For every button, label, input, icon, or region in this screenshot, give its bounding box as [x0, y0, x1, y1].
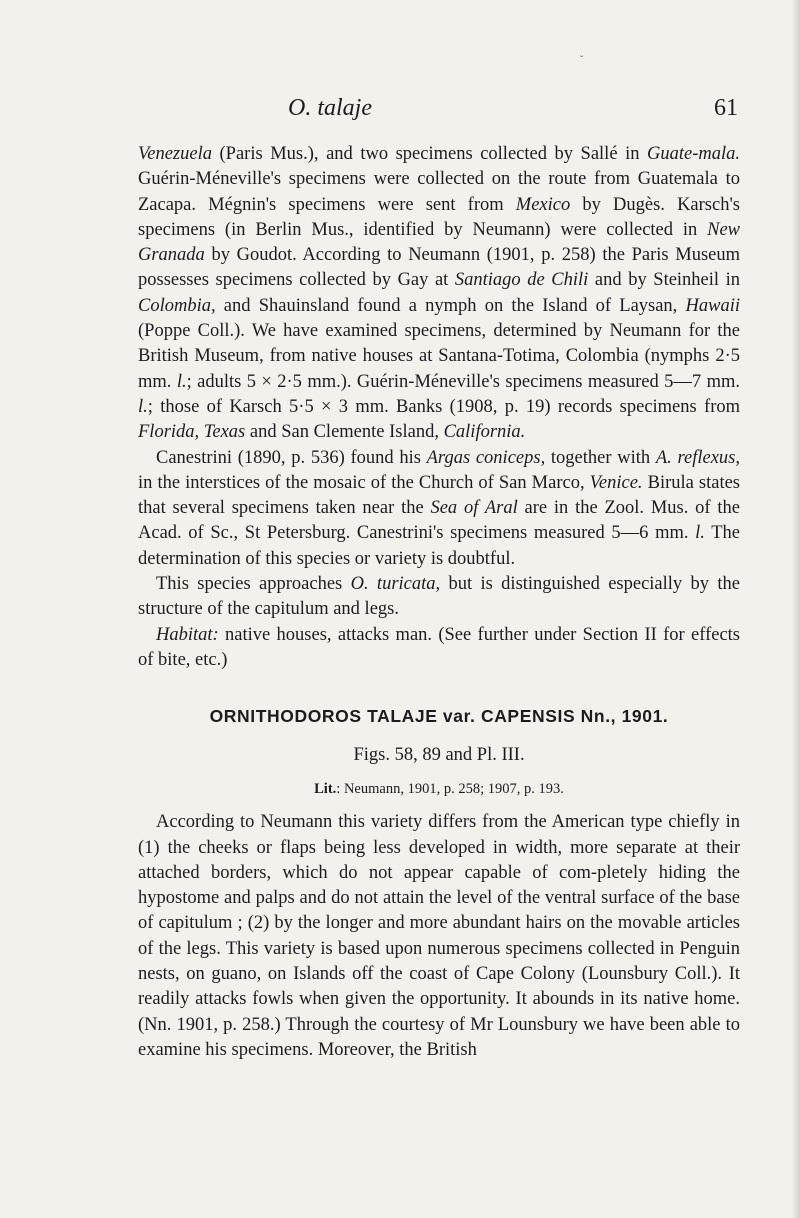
text-run: by Goudot. According to Neumann (1901, p. 258) the Paris Museum possesses specimens collected by Gay at [138, 245, 740, 291]
italic-run: Guate-mala. [647, 144, 740, 164]
italic-run: Florida, Texas [138, 422, 246, 443]
italic-run: Argas coniceps, [426, 447, 546, 468]
paragraph [138, 623, 740, 674]
figure-reference: Figs. 58, 89 and Pl. III. [353, 745, 525, 766]
italic-run: A. reflexus, [655, 447, 740, 468]
italic-run: l. [695, 523, 705, 544]
text-run: are in the Zool. Mus. of the Acad. of Sc., St Petersburg. Canestrini's specimens measured 5—6 mm. [138, 498, 740, 544]
body-text [138, 142, 740, 1063]
paragraph [138, 572, 740, 623]
literature-reference [138, 778, 740, 800]
text-run: Guérin-Méneville's specimens were collected on the route from Guatemala to Zacapa. Mégnin's specimens were sent from [138, 169, 740, 215]
italic-run: New Granada [138, 219, 740, 266]
margin-mark: ˇ [580, 55, 584, 66]
text-run: and San Clemente Island, [245, 422, 444, 443]
literature-label: Lit. [314, 781, 337, 798]
paragraph [138, 142, 740, 446]
text-run: (Paris Mus.), and two specimens collected by Sallé in [211, 144, 647, 164]
text-run: native houses, attacks man. (See further under Section II for effects of bite, etc.) [138, 624, 740, 670]
running-title: O. talaje [288, 95, 372, 121]
text-run: This species approaches [156, 574, 351, 595]
italic-run: Venezuela [138, 144, 212, 164]
text-run: and Shauinsland found a nymph on the Island of Laysan, [215, 295, 686, 316]
paragraph [138, 446, 740, 572]
paragraph [138, 810, 740, 1063]
page-edge-shadow [792, 0, 800, 1218]
italic-run: Colombia, [138, 295, 216, 316]
italic-run: Mexico [515, 194, 571, 215]
italic-run: Hawaii [685, 295, 740, 316]
italic-run: California. [443, 422, 526, 443]
text-run: Canestrini (1890, p. 536) found his [156, 447, 427, 468]
text-run: but is distinguished especially by the structure of the capitulum and legs. [138, 574, 740, 620]
text-run: together with [545, 447, 656, 468]
italic-run: Sea of Aral [430, 498, 518, 519]
text-run: ; adults 5 × 2·5 mm.). Guérin-Méneville's specimens measured 5—7 mm. [186, 371, 740, 392]
italic-run: Santiago de Chili [454, 270, 589, 291]
text-run: and by Steinheil in [588, 270, 741, 291]
text-run: by Dugès. Karsch's specimens (in Berlin Mus., identified by Neumann) were collected in [138, 194, 740, 240]
italic-run: Habitat: [156, 624, 219, 645]
italic-run: Venice. [589, 472, 643, 493]
italic-run: O. turicata, [350, 574, 441, 595]
text-run: The determination of this species or variety is doubtful. [138, 523, 740, 569]
text-run: According to Neumann this variety differs from the American type chiefly in (1) the cheeks or flaps being less developed in width, more separate at their attached borders, which do not appear capable of com-pletely hiding the hypostome and palps and do not attain the level of the ventral surface of the base of capitulum ; (2) by the longer and more abundant hairs on the movable articles of the legs. This variety is based upon numerous specimens collected in Penguin nests, on guano, on Islands off the coast of Cape Colony (Lounsbury Coll.). It readily attacks fowls when given the opportunity. It abounds in its native home. (Nn. 1901, p. 258.) Through the courtesy of Mr Lounsbury we have been able to examine his specimens. Moreover, the British [138, 812, 740, 1060]
italic-run: l. [138, 396, 148, 417]
text-run: in the interstices of the mosaic of the Church of San Marco, [138, 472, 590, 493]
text-run: ; those of Karsch 5·5 × 3 mm. Banks (1908, p. 19) records specimens from [147, 396, 740, 417]
text-run: Birula states that several specimens taken near the [138, 472, 741, 519]
text-run: (Poppe Coll.). We have examined specimens, determined by Neumann for the British Museum, from native houses at Santana-Totima, Colombia (nymphs 2·5 mm. [138, 321, 740, 392]
section-heading: ORNITHODOROS TALAJE var. CAPENSIS Nn., 1901. [209, 706, 669, 727]
page-number: 61 [714, 95, 738, 121]
running-head [138, 95, 738, 129]
literature-text: : Neumann, 1901, p. 258; 1907, p. 193. [336, 781, 564, 798]
italic-run: l. [176, 371, 187, 392]
